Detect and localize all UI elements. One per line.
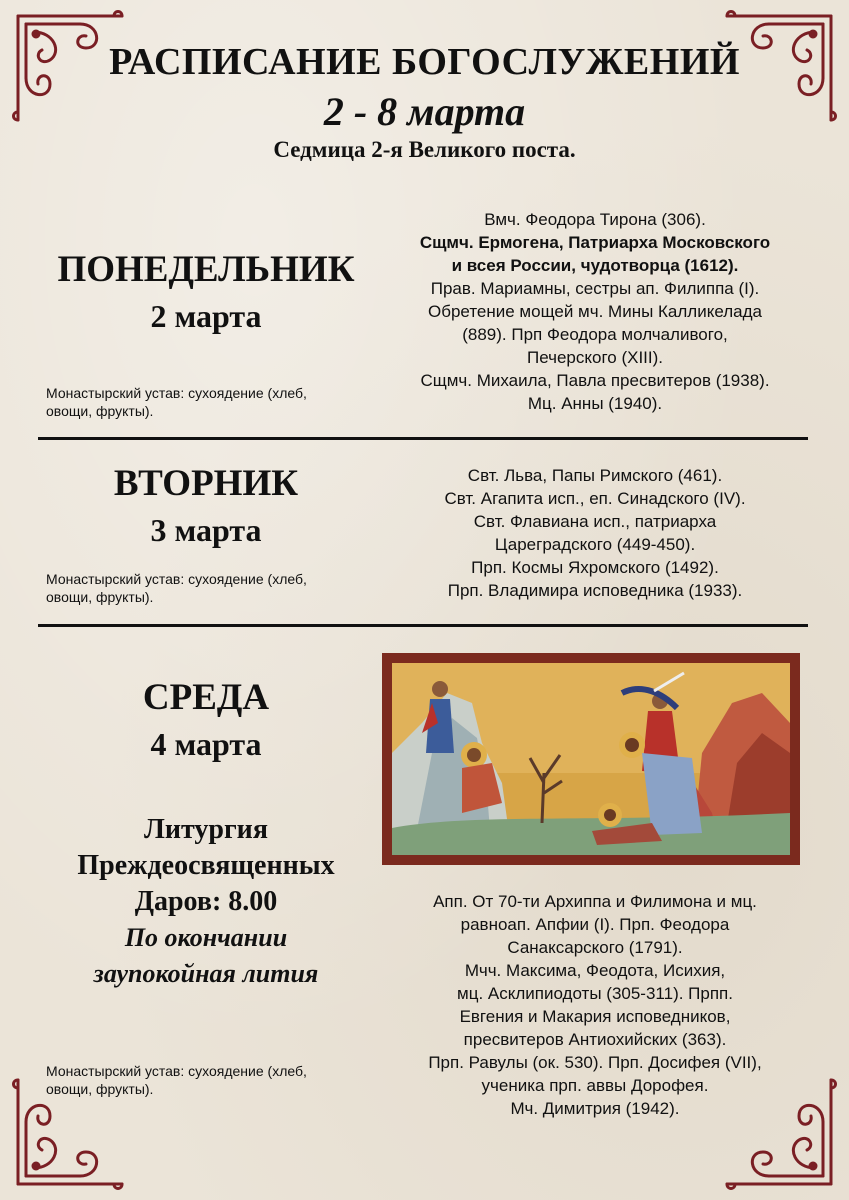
saint-line: Мчч. Максима, Феодота, Исихия, xyxy=(464,961,726,980)
saints-list-tuesday xyxy=(380,464,810,602)
saint-line: Апп. От 70-ти Архиппа и Филимона и мц. xyxy=(433,892,757,911)
day-name-monday: ПОНЕДЕЛЬНИК xyxy=(57,249,355,290)
saints-list-monday xyxy=(380,208,810,415)
week-subtitle: Седмица 2-я Великого поста. xyxy=(273,137,576,162)
date-range: 2 - 8 марта xyxy=(323,89,526,134)
saint-line: ученика прп. аввы Дорофея. xyxy=(481,1076,709,1095)
saint-line: (889). Прп Феодора молчаливого, xyxy=(462,325,728,344)
saint-line: Прп. Равулы (ок. 530). Прп. Досифея (VII), xyxy=(428,1053,762,1072)
day-date-monday: 2 марта xyxy=(150,298,262,334)
saint-line: Обретение мощей мч. Мины Калликелада xyxy=(428,302,762,321)
saint-line: Печерского (XIII). xyxy=(526,348,664,367)
saint-line: Мч. Димитрия (1942). xyxy=(510,1099,680,1118)
saint-line: Свт. Агапита исп., еп. Синадского (IV). xyxy=(444,489,746,508)
saint-line: Евгения и Макария исповедников, xyxy=(459,1007,731,1026)
day-name-wednesday: СРЕДА xyxy=(142,677,270,718)
martyrs-icon-image xyxy=(382,653,800,865)
saint-line: Свт. Льва, Папы Римского (461). xyxy=(467,466,723,485)
section-divider xyxy=(38,624,808,627)
liturgy-service: Литургия Преждеосвященных Даров: 8.00 По окончании заупокойная лития xyxy=(77,814,335,988)
saint-line: Свт. Флавиана исп., патриарха xyxy=(473,512,717,531)
day-date-tuesday: 3 марта xyxy=(150,512,262,548)
fasting-rule-tuesday: Монастырский устав: сухоядение (хлеб, овощи, фрукты). xyxy=(46,571,307,605)
fasting-rule-monday: Монастырский устав: сухоядение (хлеб, овощи, фрукты). xyxy=(46,385,307,419)
saint-line: равноап. Апфии (I). Прп. Феодора xyxy=(460,915,730,934)
saints-list-wednesday xyxy=(380,890,810,1120)
saint-line: Прп. Владимира исповедника (1933). xyxy=(447,581,743,600)
saint-line: Цареградского (449-450). xyxy=(494,535,696,554)
saint-line: и всея России, чудотворца (1612). xyxy=(451,256,739,275)
fasting-rule-wednesday: Монастырский устав: сухоядение (хлеб, овощи, фрукты). xyxy=(46,1063,307,1097)
page-title: РАСПИСАНИЕ БОГОСЛУЖЕНИЙ xyxy=(109,41,740,83)
saint-line: Мц. Анны (1940). xyxy=(527,394,663,413)
saint-line: мц. Асклипиодоты (305-311). Прпп. xyxy=(457,984,733,1003)
saint-line: Санаксарского (1791). xyxy=(507,938,683,957)
saint-line: Прп. Космы Яхромского (1492). xyxy=(471,558,719,577)
day-name-tuesday: ВТОРНИК xyxy=(113,463,299,504)
saint-line: Сщмч. Ермогена, Патриарха Московского xyxy=(419,233,771,252)
saint-line: Прав. Мариамны, сестры ап. Филиппа (I). xyxy=(430,279,760,298)
section-divider xyxy=(38,437,808,440)
saint-line: Сщмч. Михаила, Павла пресвитеров (1938). xyxy=(420,371,770,390)
saint-line: Вмч. Феодора Тирона (306). xyxy=(484,210,706,229)
day-date-wednesday: 4 марта xyxy=(150,726,262,762)
saint-line: пресвитеров Антиохийских (363). xyxy=(463,1030,727,1049)
